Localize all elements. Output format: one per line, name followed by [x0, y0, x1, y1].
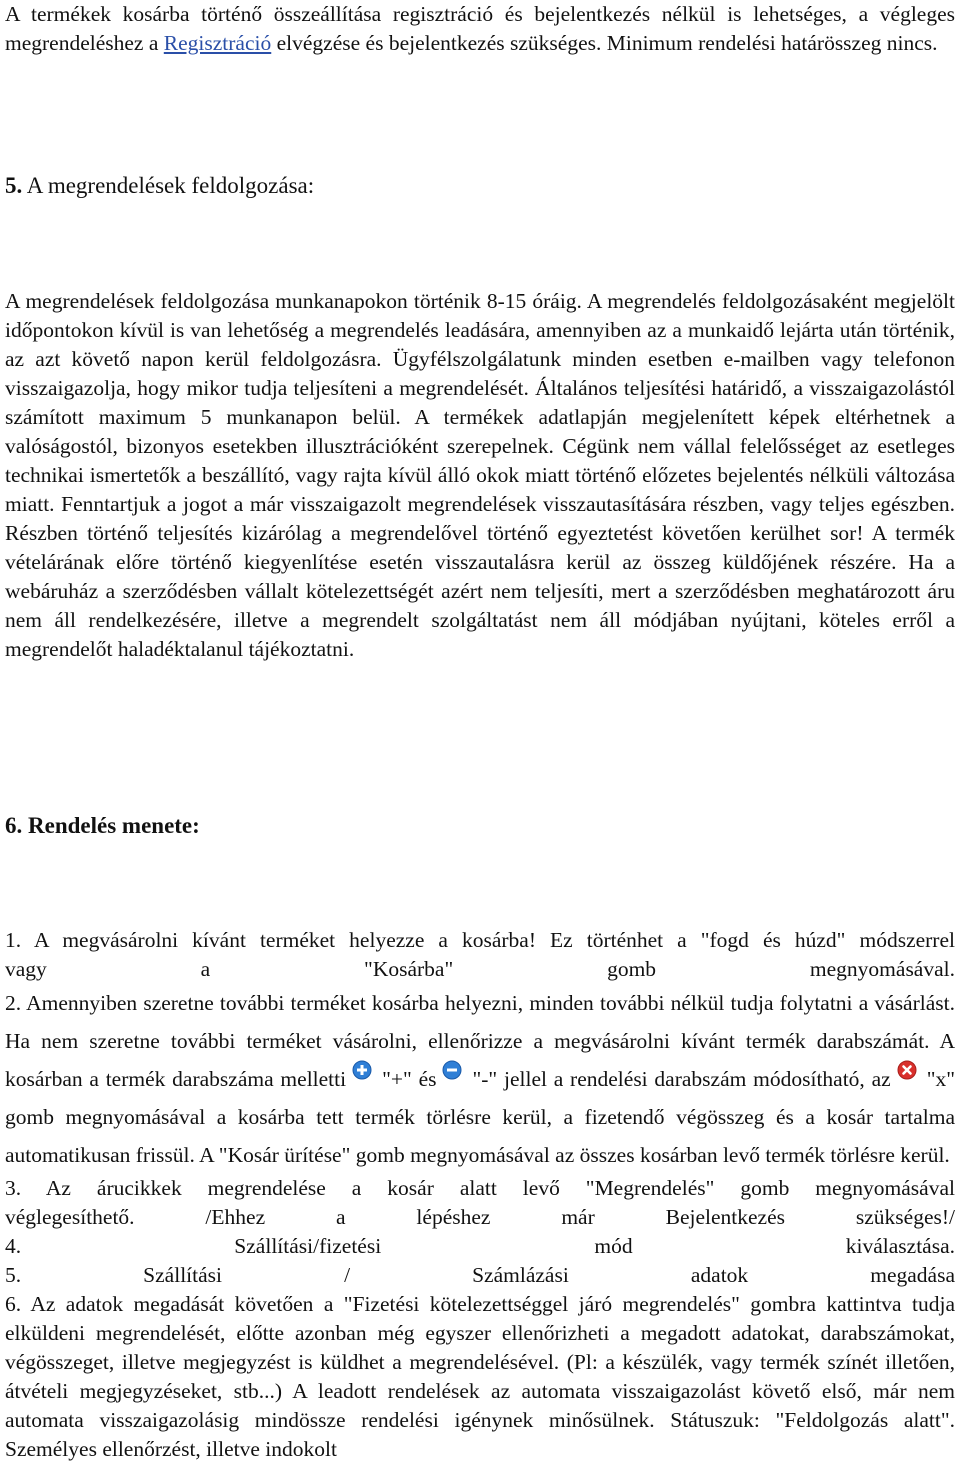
intro-text-before: A termékek kosárba történő összeállítása regisztráció és bejelentkezés nélkül is lehetséges, a végleges megrendeléshez a: [5, 2, 955, 55]
intro-paragraph: [5, 0, 955, 58]
step-1-line-b: vagy a "Kosárba" gomb megnyomásával.: [5, 957, 955, 981]
step-3-line-a: 3. Az árucikkek megrendelése a kosár alatt levő "Megrendelés" gomb megnyomásával: [5, 1176, 955, 1200]
section-5-title: A megrendelések feldolgozása:: [22, 173, 315, 198]
step-4-line: 4. Szállítási/fizetési mód kiválasztása.: [5, 1234, 955, 1258]
step-6-paragraph: 6. Az adatok megadását követően a "Fizetési kötelezettséggel járó megrendelés" gombra kattintva tudja elküldeni megrendelését, előtte azonban még egyszer ellenőrizheti a megadott adatokat, darabszámokat, végösszeget, illetve megjegyzést is küldhet a megrendelésével. (Pl: a készülék, vagy termék színét illetően, átvételi megjegyzéseket, stb...) A leadott rendelések az automata visszaigazolást követő első, már nem automata visszaigazolásig mindössze rendelési igénynek minősülnek. Státuszuk: "Feldolgozás alatt". Személyes ellenőrzést, illetve indokolt: [5, 1292, 955, 1461]
step-1-line-a: 1. A megvásárolni kívánt terméket helyezze a kosárba! Ez történhet a "fogd és húzd" módszerrel: [5, 928, 955, 952]
step-3-line-b: véglegesíthető. /Ehhez a lépéshez már Bejelentkezés szükséges!/: [5, 1205, 955, 1229]
minus-circle-icon: [442, 1060, 462, 1080]
remove-x-icon: [897, 1060, 917, 1080]
registration-link[interactable]: Regisztráció: [163, 31, 272, 55]
step-5-line: 5. Szállítási / Számlázási adatok megadása: [5, 1263, 955, 1287]
remove-label: "x" gomb megnyomásával a kosárba tett termék törlésre kerül, a fizetendő végösszeg és a kosár tartalma automatikusan frissül. A "Kosár ürítése" gomb megnyomásával az összes kosárban levő termék törlésre kerül.: [5, 1067, 955, 1167]
minus-label: "-" jellel a rendelési darabszám módosítható, az: [472, 1067, 891, 1091]
section-6-heading: 6. Rendelés menete:: [5, 813, 200, 838]
section-5-body: A megrendelések feldolgozása munkanapokon történik 8-15 óráig. A megrendelés feldolgozásaként megjelölt időpontokon kívül is van lehetőség a megrendelés leadására, amennyiben az a munkaidő lejárta után történik, az azt követő napon kerül feldolgozásra. Ügyfélszolgálatunk minden esetben e-mailben vagy telefonon visszaigazolja, hogy mikor tudja teljesíteni a megrendelését. Általános teljesítési határidő, a visszaigazolástól számított maximum 5 munkanapon belül. A termékek adatlapján megjelenített képek eltérhetnek a valóságostól, bizonyos esetekben illusztrációként szerepelnek. Cégünk nem vállal felelősséget az esetleges technikai ismertetők a beszállító, vagy rajta kívül álló okok miatt történő előzetes bejelentés nélküli változása miatt. Fenntartjuk a jogot a már visszaigazolt megrendelések visszautasítására részben, vagy teljes egészben. Részben történő teljesítés kizárólag a megrendelővel történő egyeztetést követően kerülhet sor! A termék vételárának előre történő kiegyenlítése esetén visszautalásra kerül az összeg küldőjének részére. Ha a webáruház a szerződésben vállalt kötelezettségét azért nem teljesíti, mert a szerződésben meghatározott áru nem áll rendelkezésére, illetve a megrendelt szolgáltatást nem áll módjában nyújtani, köteles erről a megrendelőt haladéktalanul tájékoztatni.: [5, 289, 955, 661]
section-5-number: 5.: [5, 173, 23, 198]
intro-text-after: elvégzése és bejelentkezés szükséges. Minimum rendelési határösszeg nincs.: [271, 31, 938, 55]
plus-label: "+" és: [382, 1067, 437, 1091]
plus-circle-icon: [352, 1060, 372, 1080]
step-2-text: 2. Amennyiben szeretne további terméket kosárba helyezni, minden további nélkül tudja folytatni a vásárlást. Ha nem szeretne további terméket vásárolni, ellenőrizze a megvásárolni kívánt termék darabszámát. A kosárban a termék darabszáma melletti: [5, 991, 955, 1091]
section-6-body: [5, 926, 955, 1464]
section-5-heading: [5, 171, 955, 200]
step-2-paragraph: [5, 984, 955, 1174]
